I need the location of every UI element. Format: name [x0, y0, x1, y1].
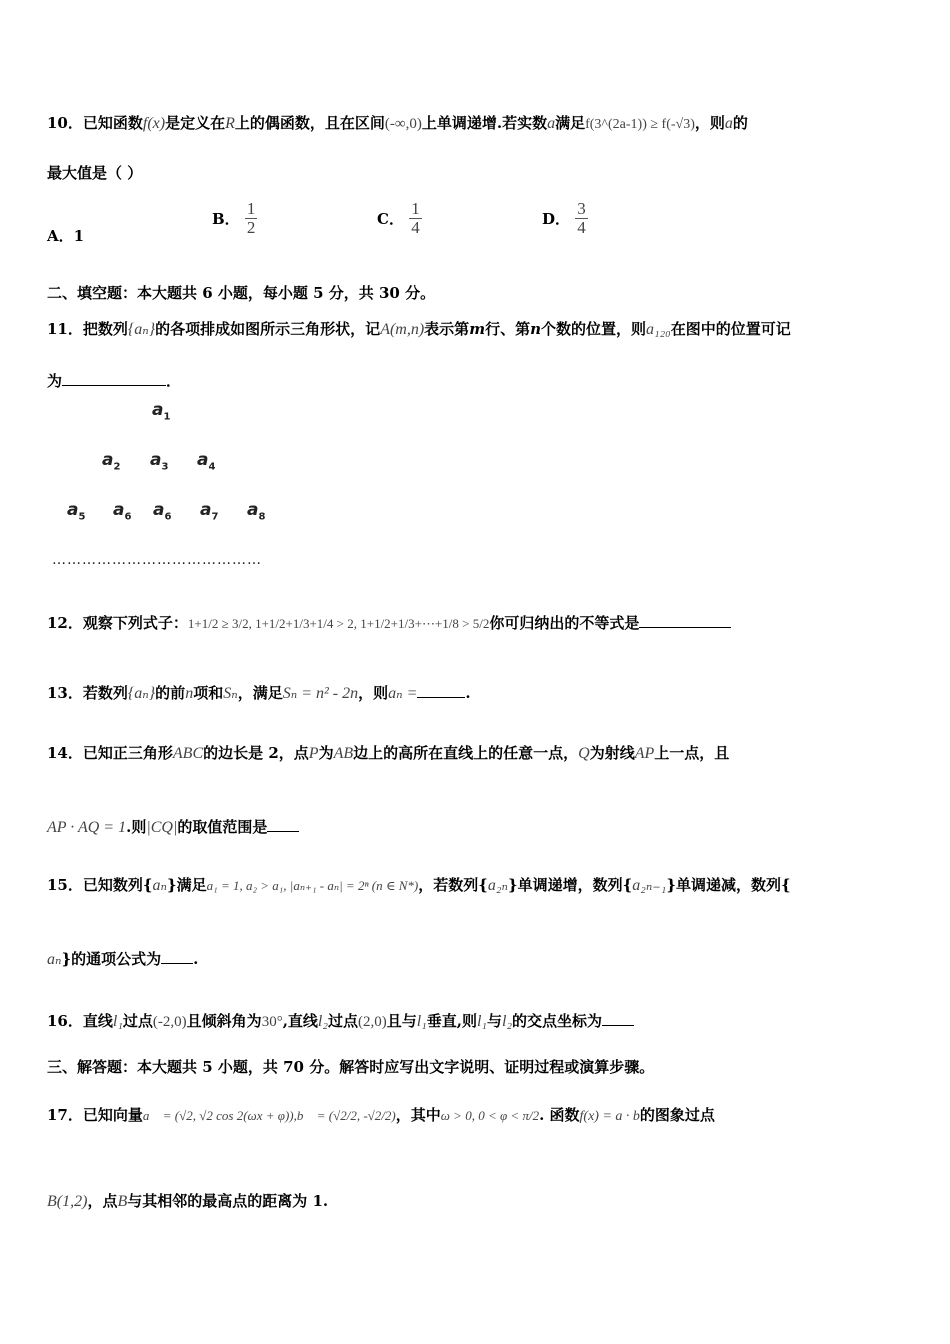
q15-line1: 15．已知数列{aₙ}满足a₁ = 1, a₂ > a₁, |aₙ₊₁ - aₙ| = 2ⁿ (n ∈ N*)，若数列{a₂ₙ}单调递增，数列{a₂ₙ₋₁}单调递减，数列{: [47, 876, 791, 894]
triangle-item: $a_3$: [150, 450, 169, 473]
triangle-item: $a_5$: [67, 500, 86, 523]
answer-blank[interactable]: [267, 817, 299, 832]
triangle-item: $a_2$: [102, 450, 121, 473]
q17-line2: B(1,2)，点B与其相邻的最高点的距离为 1.: [47, 1192, 329, 1210]
triangle-item: $a_8$: [247, 500, 266, 523]
section-heading-2: 二、填空题：本大题共 6 小题，每小题 5 分，共 30 分。: [47, 284, 436, 302]
option-d[interactable]: D． $\frac{3}{4}$: [542, 199, 586, 237]
option-c[interactable]: C． $\frac{1}{4}$: [377, 199, 420, 237]
fraction: $\frac{1}{4}$: [411, 199, 420, 237]
answer-blank[interactable]: [161, 949, 193, 964]
math-inequalities: 1+1/2 ≥ 3/2, 1+1/2+1/3+1/4 > 2, 1+1/2+1/3+⋯+1/8 > 5/2: [187, 616, 490, 631]
math-fx: f(x): [142, 115, 166, 132]
q12-line: 12．观察下列式子：1+1/2 ≥ 3/2, 1+1/2+1/3+1/4 > 2, 1+1/2+1/3+⋯+1/8 > 5/2你可归纳出的不等式是: [47, 612, 910, 635]
math-condition: f(3^(2a-1)) ≥ f(-√3): [585, 117, 695, 132]
answer-blank[interactable]: [417, 683, 465, 698]
q15-line2: aₙ}的通项公式为 .: [47, 950, 199, 968]
triangle-item: $a_6$: [153, 500, 172, 523]
q13-line: 13．若数列{aₙ}的前n项和Sₙ，满足Sₙ = n² - 2n，则aₙ = .: [47, 684, 471, 702]
triangle-item: $a_7$: [200, 500, 219, 523]
triangle-item: $a_4$: [197, 450, 216, 473]
answer-blank[interactable]: [62, 371, 166, 386]
continuation-dots: ……………………………………: [52, 552, 262, 568]
option-a[interactable]: A．1: [47, 227, 85, 245]
q11-line1: 11．把数列{aₙ}的各项排成如图所示三角形状，记A(m,n)表示第m行、第n个数的位置，则a₁₂₀在图中的位置可记: [47, 320, 791, 338]
section-heading-3: 三、解答题：本大题共 5 小题，共 70 分。解答时应写出文字说明、证明过程或演算步骤。: [47, 1058, 655, 1076]
q14-line1: 14．已知正三角形ABC的边长是 2，点P为AB边上的高所在直线上的任意一点，Q为射线AP上一点，且: [47, 744, 730, 762]
fraction: $\frac{3}{4}$: [577, 199, 586, 237]
q10-line1: 10．已知函数f(x)是定义在R上的偶函数，且在区间(-∞,0)上单调递增.若实数a满足f(3^(2a-1)) ≥ f(-√3)，则a的: [47, 114, 748, 132]
q11-line2: 为 ．: [47, 372, 182, 390]
option-b[interactable]: B． $\frac{1}{2}$: [212, 199, 256, 237]
q10-line2: 最大值是（ ）: [47, 164, 143, 182]
q16-line: 16．直线l₁过点(-2,0)且倾斜角为30°,直线l₂过点(2,0)且与l₁垂直,则l₁与l₂的交点坐标为: [47, 1010, 910, 1033]
q14-line2: AP · AQ = 1.则|CQ|的取值范围是: [47, 816, 910, 839]
triangle-item: $a_6$: [113, 500, 132, 523]
triangle-item: $a_1$: [152, 400, 171, 423]
question-number: 10．: [47, 114, 83, 132]
fraction: $\frac{1}{2}$: [246, 199, 256, 237]
answer-blank[interactable]: [602, 1011, 634, 1026]
q17-line1: 17．已知向量a⃗ = (√2, √2 cos 2(ωx + φ)),b⃗ = (√2/2, -√2/2)，其中ω > 0, 0 < φ < π/2. 函数f(x) = a · b的图象过点: [47, 1106, 715, 1124]
answer-blank[interactable]: [639, 613, 731, 628]
